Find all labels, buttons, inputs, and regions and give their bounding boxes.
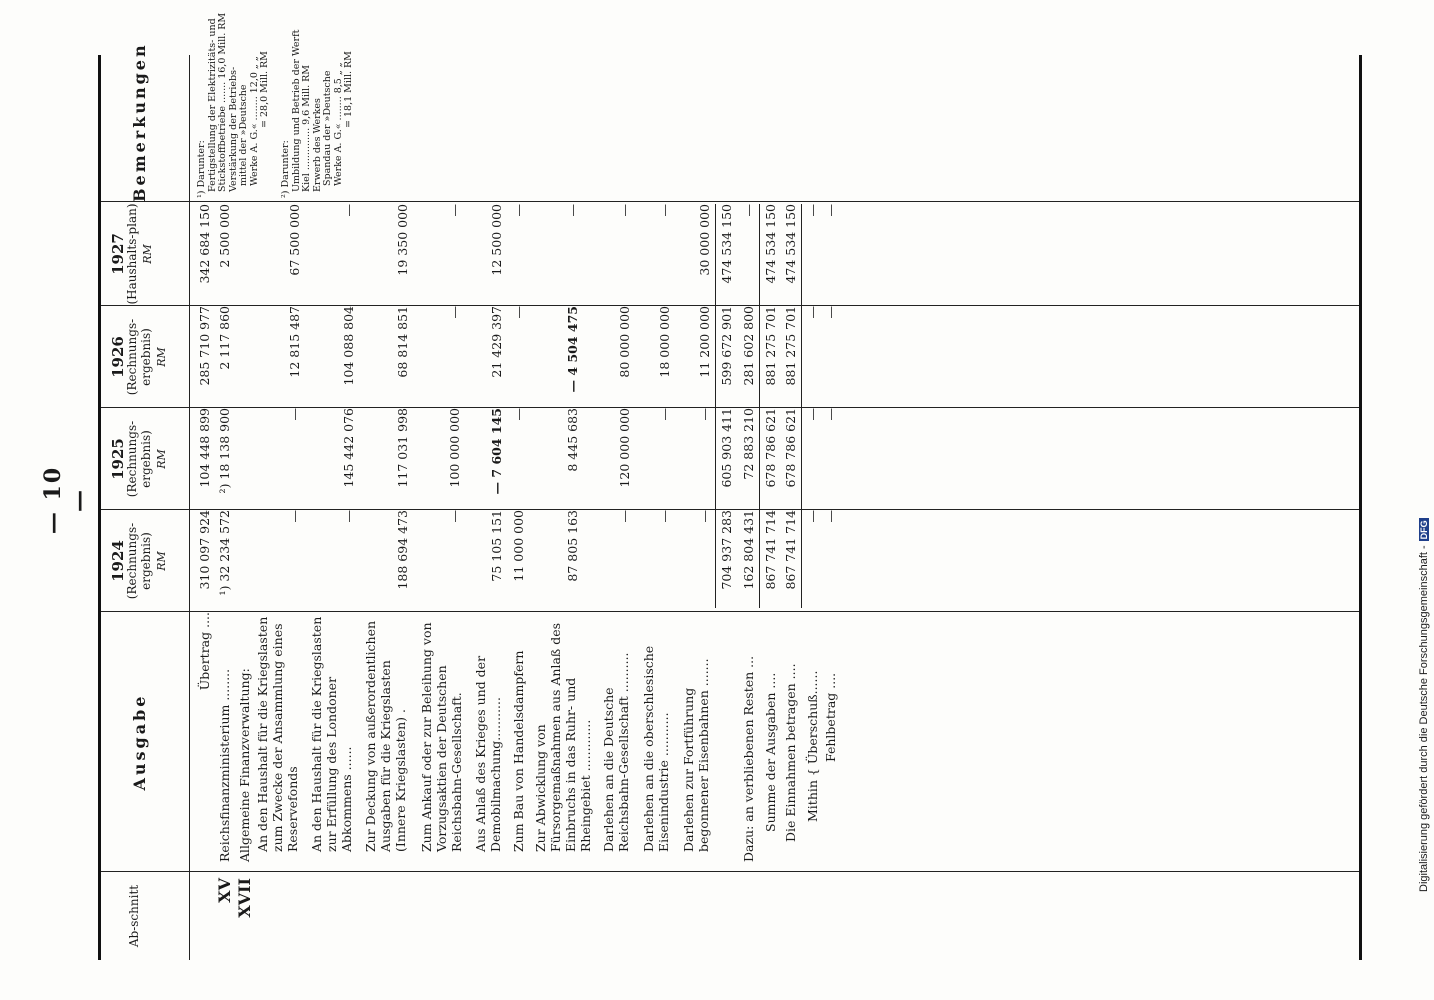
value-1925: 117 031 998 [395, 408, 410, 488]
value-1924: 704 937 283 [719, 510, 734, 590]
value-1925: 120 000 000 [617, 408, 632, 488]
value-1925: 8 445 683 [565, 408, 580, 472]
value-1924: 188 694 473 [395, 510, 410, 590]
row-label: Mithin { Überschuß...... [805, 670, 820, 822]
value-1927: 474 534 150 [719, 204, 734, 284]
total-rule [759, 204, 760, 608]
subtotal-rule [715, 204, 716, 608]
column-divider [101, 201, 1359, 202]
row-label: Zum Bau von Handelsdampfern [511, 650, 526, 852]
value-1927: 67 500 000 [287, 204, 302, 276]
value-1926: 281 602 800 [741, 306, 756, 386]
value-1925: 72 883 210 [741, 408, 756, 480]
value-1925: 100 000 000 [447, 408, 462, 488]
value-1925: ²) 18 138 900 [217, 408, 232, 494]
value-1924: — [805, 510, 820, 523]
value-1926: — [805, 306, 820, 319]
value-1927: — [565, 204, 580, 217]
footnote-1: ¹) Darunter: Fertigstellung der Elektrizitäts- und Stickstoffbetriebe ....... 16,0 Mill. RM Verstärkung der Betriebs- mittel der »Deutsche Werke A. G.« ........ 12,0 „ „ = 28,0 Mill. RM [196, 12, 270, 198]
header-1925: 1925 (Rechnungs-ergebnis) RM [109, 420, 168, 498]
value-1927: — [511, 204, 526, 217]
value-1927: — [617, 204, 632, 217]
value-1927: — [741, 204, 756, 217]
value-1924: 310 097 924 [197, 510, 212, 590]
row-label: Summe der Ausgaben .... [763, 672, 778, 832]
value-1924: — [447, 510, 462, 523]
value-1925: — [657, 408, 672, 421]
value-1924: 867 741 714 [783, 510, 798, 590]
value-1926: 68 814 851 [395, 306, 410, 378]
row-label: Darlehen an die Deutsche Reichsbahn-Gesellschaft .......... [601, 652, 631, 852]
column-divider [101, 871, 1359, 872]
header-1926: 1926 (Rechnungs-ergebnis) RM [109, 318, 168, 396]
value-1925: — [805, 408, 820, 421]
value-1925: 605 903 411 [719, 408, 734, 488]
value-1927: — [805, 204, 820, 217]
value-1924: 75 105 151 [489, 510, 504, 582]
row-label: Zur Deckung von außerordentlichen Ausgaben für die Kriegslasten (Innere Kriegslasten) . [363, 620, 408, 852]
value-1927: — [341, 204, 356, 217]
value-1926: — [823, 306, 838, 319]
value-1926: 2 117 860 [217, 306, 232, 370]
header-1924: 1924 (Rechnungs-ergebnis) RM [109, 522, 168, 600]
value-1924: — [287, 510, 302, 523]
row-label: Darlehen an die oberschlesische Eisenindustrie ........... [641, 645, 671, 852]
value-1926: 11 200 000 [697, 306, 712, 378]
value-1924: 162 804 431 [741, 510, 756, 590]
value-1925: — [823, 408, 838, 421]
value-1925: 678 786 621 [763, 408, 778, 488]
header-ausgabe: Ausgabe [130, 693, 149, 791]
header-abschnitt: Ab-schnitt [127, 884, 141, 948]
value-1926: 881 275 701 [783, 306, 798, 386]
value-1927: — [823, 204, 838, 217]
row-label: Reichsfinanzministerium ........ [217, 668, 232, 862]
section-number: XVII [235, 878, 254, 918]
value-1927: 2 500 000 [217, 204, 232, 268]
value-1925: 145 442 076 [341, 408, 356, 488]
value-1927: 474 534 150 [783, 204, 798, 284]
dfg-logo: DFG [1419, 520, 1429, 540]
value-1925: 104 448 899 [197, 408, 212, 488]
value-1926: 21 429 397 [489, 306, 504, 378]
value-1925: — [511, 408, 526, 421]
row-label: Zur Abwicklung von Fürsorgemaßnahmen aus Anlaß des Einbruchs in das Ruhr- und Rheingebiet ............. [533, 622, 593, 852]
value-1924: — [341, 510, 356, 523]
value-1927: 12 500 000 [489, 204, 504, 276]
value-1924: — [823, 510, 838, 523]
value-1925: 678 786 621 [783, 408, 798, 488]
row-label: Fehlbetrag .... [823, 672, 838, 762]
value-1926: 599 672 901 [719, 306, 734, 386]
value-1924: 11 000 000 [511, 510, 526, 582]
value-1924: 867 741 714 [763, 510, 778, 590]
header-1927: 1927 (Haushalts-plan) RM [109, 203, 154, 305]
row-label: An den Haushalt für die Kriegslasten zur Erfüllung des Londoner Abkommens ...... [309, 616, 354, 852]
value-1926: 18 000 000 [657, 306, 672, 378]
row-label: Dazu: an verbliebenen Resten ... [741, 655, 756, 862]
row-label: Übertrag .... [197, 612, 212, 691]
value-1926: — 4 504 475 [565, 306, 580, 393]
value-1924: 87 805 163 [565, 510, 580, 582]
page-number: — 10 — [40, 465, 92, 535]
value-1927: 30 000 000 [697, 204, 712, 276]
value-1926: 104 088 804 [341, 306, 356, 386]
row-label: Allgemeine Finanzverwaltung: [237, 668, 252, 862]
row-label: An den Haushalt für die Kriegslasten zum Zwecke der Ansammlung eines Reservefonds [255, 616, 300, 852]
value-1927: — [447, 204, 462, 217]
value-1924: — [697, 510, 712, 523]
side-credit-text: Digitalisierung gefördert durch die Deutsche Forschungsgemeinschaft - [1418, 545, 1430, 892]
row-label: Darlehen zur Fortführung begonnener Eisenbahnen ....... [681, 658, 711, 852]
value-1924: — [657, 510, 672, 523]
value-1926: 12 815 487 [287, 306, 302, 378]
value-1926: 285 710 977 [197, 306, 212, 386]
budget-table [98, 12, 1362, 960]
value-1926: 881 275 701 [763, 306, 778, 386]
value-1926: 80 000 000 [617, 306, 632, 378]
value-1927: — [657, 204, 672, 217]
value-1926: — [447, 306, 462, 319]
value-1927: 342 684 150 [197, 204, 212, 284]
value-1924: ¹) 32 234 572 [217, 510, 232, 596]
value-1927: 19 350 000 [395, 204, 410, 276]
value-1927: 474 534 150 [763, 204, 778, 284]
value-1925: — [287, 408, 302, 421]
footnote-2: ²) Darunter: Umbildung und Betrieb der Werft Kiel .............. 9,6 Mill. RM Erwerb des Werkes Spandau der »Deutsche Werke A. G.« ........ 8,5 „ „ = 18,1 Mill. RM [280, 29, 354, 198]
value-1925: — [697, 408, 712, 421]
row-label: Zum Ankauf oder zur Beleihung von Vorzugsaktien der Deutschen Reichsbahn-Gesellschaft. [419, 622, 464, 852]
row-label: Aus Anlaß des Krieges und der Demobilmachung........... [473, 655, 503, 852]
value-1926: — [511, 306, 526, 319]
section-number: XV [215, 878, 234, 903]
total-rule [801, 204, 802, 608]
value-1925: — 7 604 145 [489, 408, 504, 495]
value-1924: — [617, 510, 632, 523]
row-label: Die Einnahmen betragen .... [783, 663, 798, 842]
header-bemerkungen: Bemerkungen [130, 42, 149, 202]
